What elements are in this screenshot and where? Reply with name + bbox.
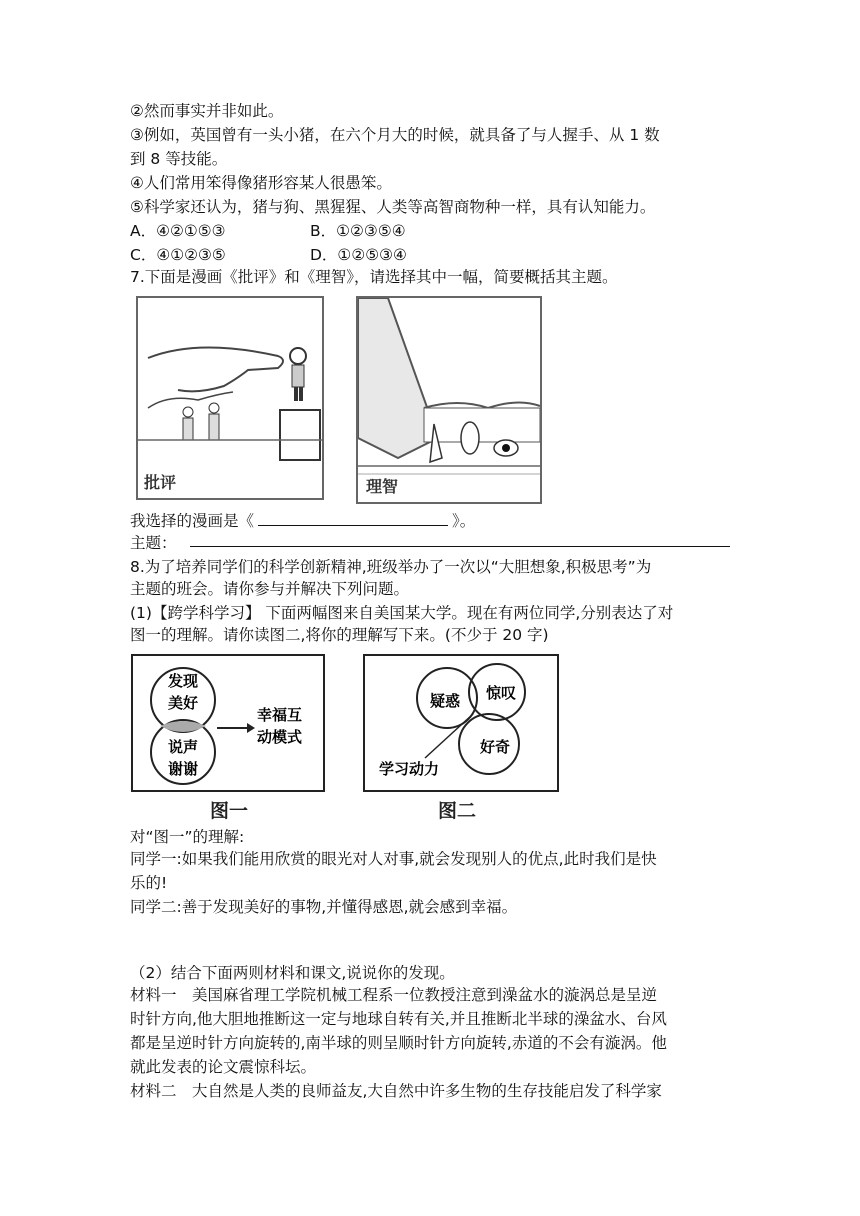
reason-illustration bbox=[358, 298, 540, 502]
answer-blank[interactable] bbox=[258, 511, 448, 526]
fig1-result-l2: 动模式 bbox=[257, 728, 303, 746]
choose-suffix: 》。 bbox=[452, 512, 476, 530]
fig1-top-l1: 发现 bbox=[167, 672, 199, 690]
figure-1-label: 图一 bbox=[210, 800, 249, 822]
material-1: 材料一 美国麻省理工学院机械工程系一位教授注意到澡盆水的漩涡总是呈逆 bbox=[130, 986, 658, 1004]
fig1-bottom-l1: 说声 bbox=[167, 738, 199, 756]
text-line: ②然而事实并非如此。 bbox=[130, 102, 284, 120]
topic-label: 主题： bbox=[130, 534, 177, 552]
option-row bbox=[130, 244, 407, 266]
part-2: （2）结合下面两则材料和课文,说说你的发现。 bbox=[130, 964, 455, 982]
question-8: 8.为了培养同学们的科学创新精神,班级举办了一次以“大胆想象,积极思考”为 bbox=[130, 558, 652, 576]
part-1: (1)【跨学科学习】 下面两幅图来自美国某大学。现在有两位同学,分别表达了对 bbox=[130, 604, 674, 622]
fig2-c3: 好奇 bbox=[479, 738, 511, 756]
text-line: 都是呈逆时针方向旋转的,南半球的则呈顺时针方向旋转,赤道的不会有漩涡。他 bbox=[130, 1034, 667, 1052]
option-a: A．④②①⑤③ bbox=[130, 222, 226, 240]
text-line: 就此发表的论文震惊科坛。 bbox=[130, 1058, 317, 1076]
fig1-result-l1: 幸福互 bbox=[257, 706, 303, 724]
option-b: B．①②③⑤④ bbox=[310, 222, 406, 240]
choose-line bbox=[130, 510, 475, 532]
text-line: 同学一:如果我们能用欣赏的眼光对人对事,就会发现别人的优点,此时我们是快 bbox=[130, 850, 657, 868]
figure-1-diagram bbox=[133, 656, 323, 790]
comic-caption: 批评 bbox=[144, 473, 177, 492]
text-line: 主题的班会。请你参与并解决下列问题。 bbox=[130, 580, 410, 598]
text-line: ④人们常用笨得像猪形容某人很愚笨。 bbox=[130, 174, 392, 192]
fig2-c2: 惊叹 bbox=[485, 684, 517, 702]
figure-2-diagram bbox=[365, 656, 557, 790]
text-line: ③例如，英国曾有一头小猪，在六个月大的时候，就具备了与人握手、从 1 数 bbox=[130, 126, 660, 144]
fig1-top-l2: 美好 bbox=[167, 694, 199, 712]
comic-caption: 理智 bbox=[366, 477, 399, 496]
figure-2 bbox=[363, 654, 559, 792]
text-line: 同学二:善于发现美好的事物,并懂得感恩,就会感到幸福。 bbox=[130, 898, 518, 916]
text-line: 到 8 等技能。 bbox=[130, 150, 228, 168]
question-7: 7.下面是漫画《批评》和《理智》，请选择其中一幅，简要概括其主题。 bbox=[130, 268, 618, 286]
figure-2-label: 图二 bbox=[438, 800, 477, 822]
option-c: C．④①②③⑤ bbox=[130, 246, 226, 264]
option-d: D．①②⑤③④ bbox=[310, 246, 407, 264]
text-line: 对“图一”的理解: bbox=[130, 828, 245, 846]
comic-criticism bbox=[136, 296, 324, 500]
topic-answer-line[interactable] bbox=[190, 545, 730, 547]
criticism-illustration bbox=[138, 298, 322, 498]
material-2: 材料二 大自然是人类的良师益友,大自然中许多生物的生存技能启发了科学家 bbox=[130, 1082, 662, 1100]
text-line: 图一的理解。请你读图二,将你的理解写下来。(不少于 20 字) bbox=[130, 626, 549, 644]
fig2-pointer: 学习动力 bbox=[379, 760, 440, 778]
fig2-c1: 疑惑 bbox=[429, 692, 461, 710]
comic-reason bbox=[356, 296, 542, 504]
text-line: 时针方向,他大胆地推断这一定与地球自转有关,并且推断北半球的澡盆水、台风 bbox=[130, 1010, 667, 1028]
choose-prefix: 我选择的漫画是《 bbox=[130, 512, 255, 530]
text-line: ⑤科学家还认为，猪与狗、黑猩猩、人类等高智商物种一样，具有认知能力。 bbox=[130, 198, 656, 216]
fig1-bottom-l2: 谢谢 bbox=[167, 760, 199, 778]
option-row bbox=[130, 220, 406, 242]
text-line: 乐的! bbox=[130, 874, 168, 892]
figure-1 bbox=[131, 654, 325, 792]
